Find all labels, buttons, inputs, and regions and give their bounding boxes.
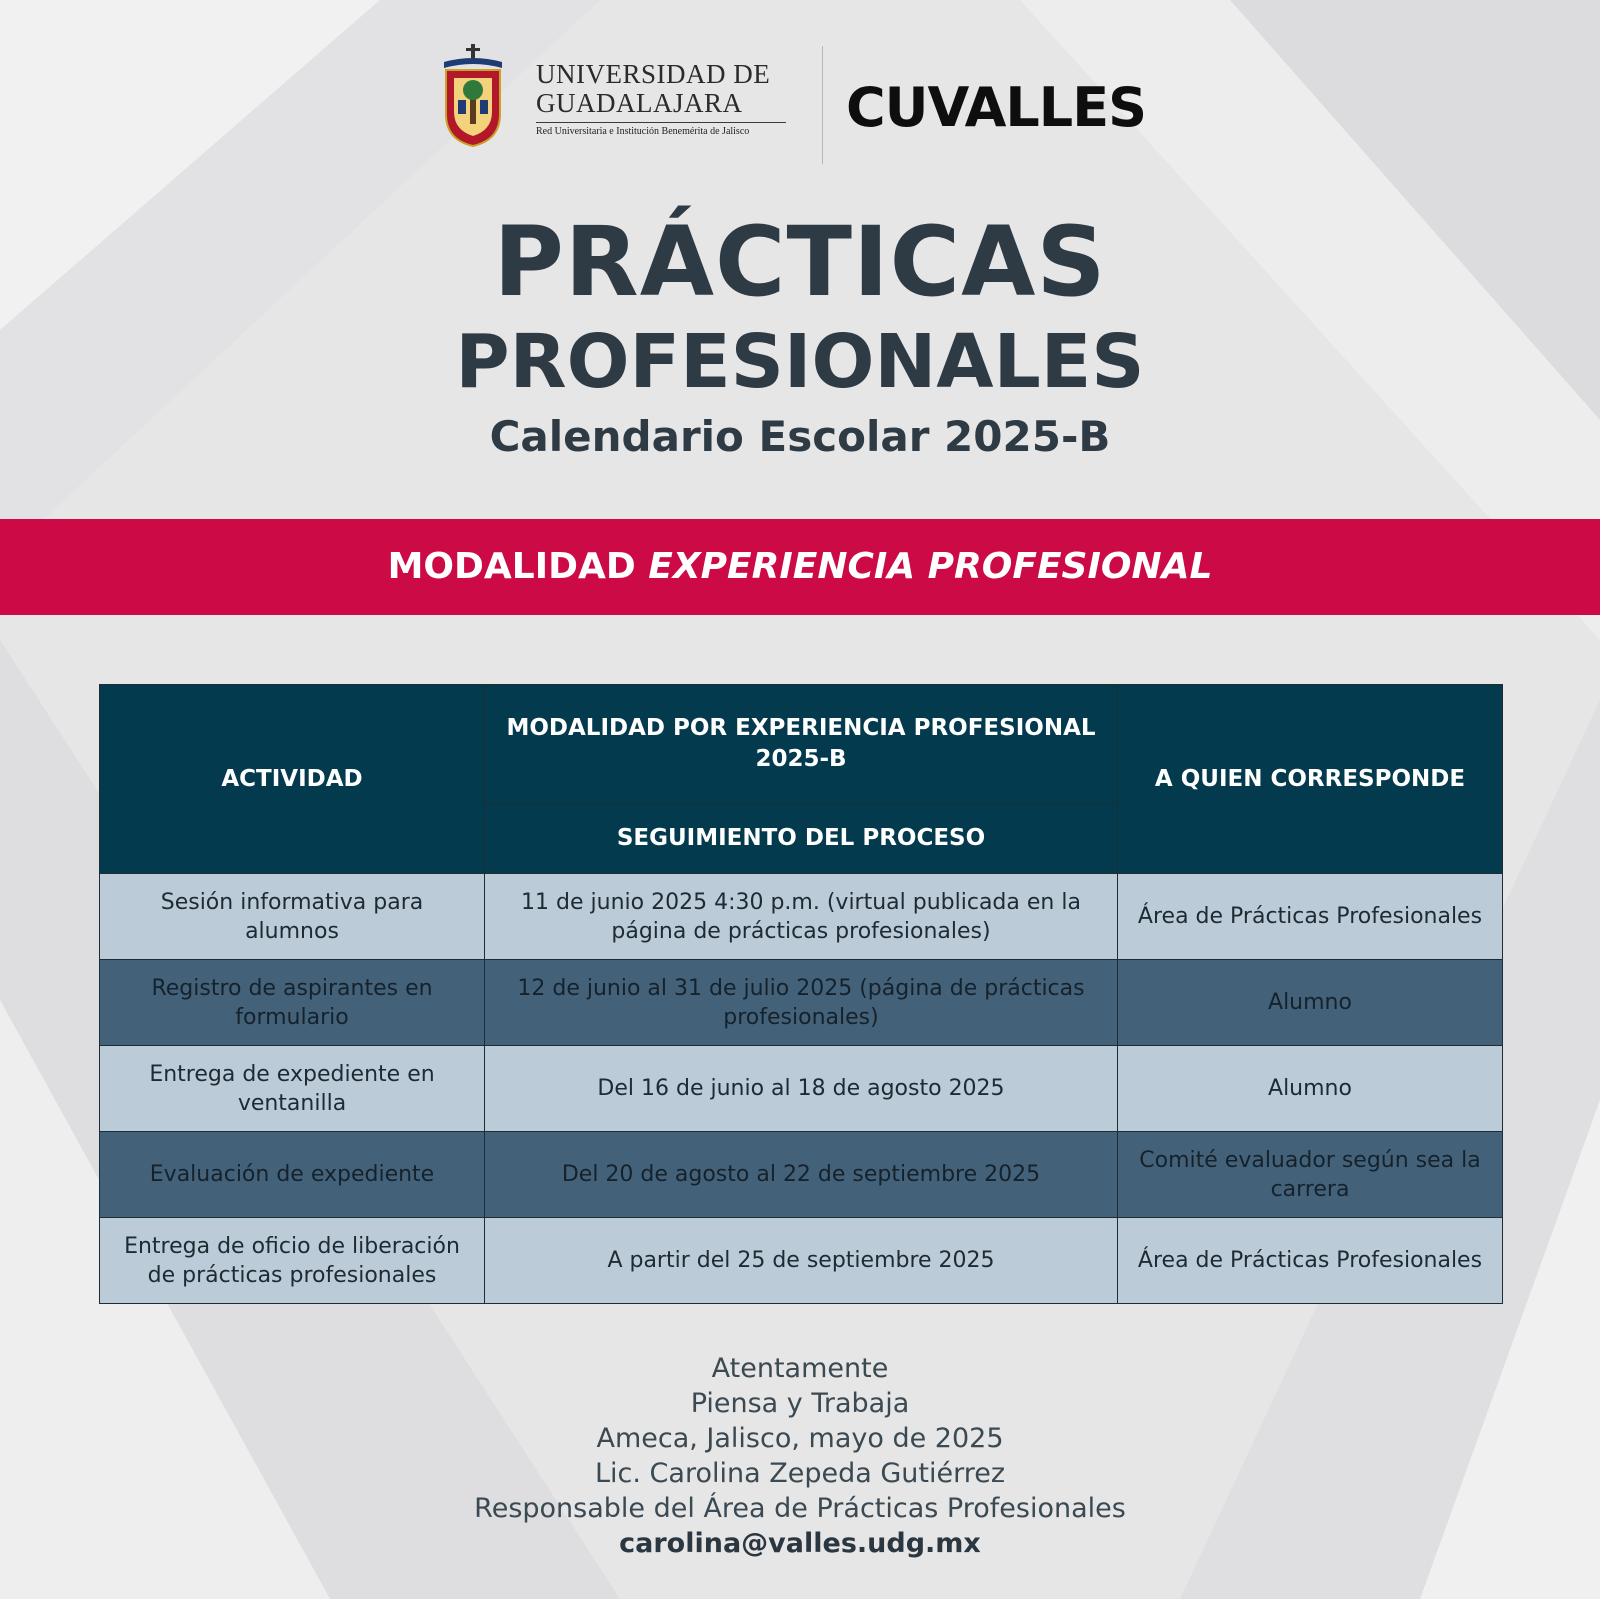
cell-activity: Entrega de oficio de liberación de prácticas profesionales [100,1218,485,1304]
cell-responsible: Comité evaluador según sea la carrera [1118,1132,1503,1218]
cell-responsible: Alumno [1118,1046,1503,1132]
banner-prefix: MODALIDAD [387,546,636,587]
footer-signature [0,1351,1600,1561]
udg-wordmark [536,60,792,137]
cell-date: Del 16 de junio al 18 de agosto 2025 [485,1046,1118,1132]
table-row [100,960,1503,1046]
cell-activity: Registro de aspirantes en formulario [100,960,485,1046]
schedule-table [99,684,1503,1304]
header-followup: SEGUIMIENTO DEL PROCESO [485,804,1118,874]
cell-activity: Entrega de expediente en ventanilla [100,1046,485,1132]
cuvalles-logo: CUVALLES [846,76,1146,139]
cell-date: 11 de junio 2025 4:30 p.m. (virtual publicada en la página de prácticas profesionales) [485,874,1118,960]
footer-motto: Piensa y Trabaja [690,1388,910,1419]
udg-name-line1: UNIVERSIDAD DE [536,59,771,89]
header-responsible: A QUIEN CORRESPONDE [1118,685,1503,874]
footer-closing: Atentamente [711,1353,889,1384]
banner-emphasis: EXPERIENCIA PROFESIONAL [648,546,1213,587]
modality-banner [0,519,1600,615]
table-row [100,1132,1503,1218]
cell-date: A partir del 25 de septiembre 2025 [485,1218,1118,1304]
udg-rule [536,122,786,123]
cell-responsible: Alumno [1118,960,1503,1046]
cell-date: Del 20 de agosto al 22 de septiembre 2025 [485,1132,1118,1218]
logo-divider [822,46,823,164]
calendar-label: Calendario Escolar 2025-B [489,412,1111,461]
header-activity: ACTIVIDAD [100,685,485,874]
page-subtitle: PROFESIONALES [455,319,1145,405]
footer-role: Responsable del Área de Prácticas Profesionales [474,1493,1126,1524]
udg-name-line2: GUADALAJARA [536,88,743,118]
cell-responsible: Área de Prácticas Profesionales [1118,1218,1503,1304]
udg-subtitle: Red Universitaria e Institución Benemérita de Jalisco [536,126,750,137]
footer-place-date: Ameca, Jalisco, mayo de 2025 [596,1423,1004,1454]
page-title: PRÁCTICAS [493,206,1107,318]
cell-responsible: Área de Prácticas Profesionales [1118,874,1503,960]
cell-activity: Evaluación de expediente [100,1132,485,1218]
table-row [100,874,1503,960]
header-modality: MODALIDAD POR EXPERIENCIA PROFESIONAL 2025-B [485,685,1118,804]
table-row [100,1046,1503,1132]
footer-email[interactable]: carolina@valles.udg.mx [619,1528,981,1559]
table-row [100,1218,1503,1304]
footer-name: Lic. Carolina Zepeda Gutiérrez [595,1458,1005,1489]
cell-activity: Sesión informativa para alumnos [100,874,485,960]
udg-crest-logo [440,44,506,148]
cell-date: 12 de junio al 31 de julio 2025 (página de prácticas profesionales) [485,960,1118,1046]
